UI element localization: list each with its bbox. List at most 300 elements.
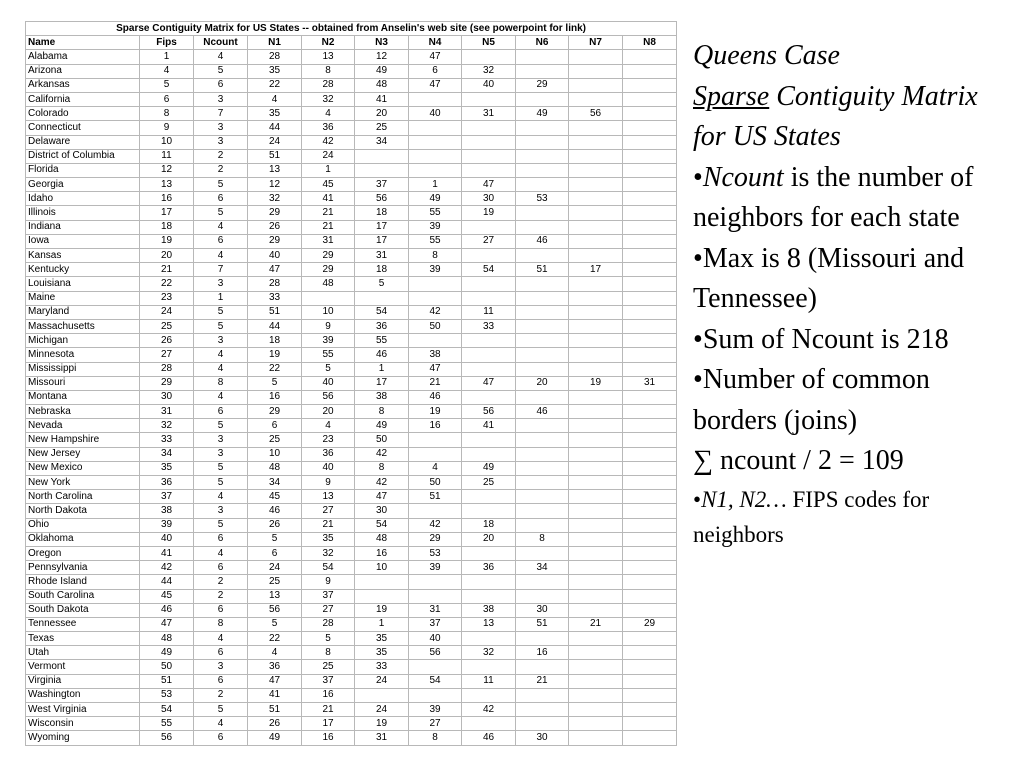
table-cell: 27 (409, 717, 462, 731)
table-cell (569, 490, 623, 504)
table-cell: 54 (355, 305, 409, 319)
table-cell (623, 646, 677, 660)
table-cell: 39 (140, 518, 194, 532)
table-cell (569, 277, 623, 291)
table-cell: 2 (194, 149, 248, 163)
notes-title-sparse: Sparse (693, 80, 770, 112)
table-cell (569, 163, 623, 177)
table-cell (516, 121, 569, 135)
column-header: Name (26, 36, 140, 50)
table-cell (516, 135, 569, 149)
notes-title-rest: Contiguity Matrix for US States (693, 80, 978, 152)
table-cell: 21 (516, 674, 569, 688)
table-cell: 45 (140, 589, 194, 603)
table-cell (623, 717, 677, 731)
table-cell: 16 (248, 390, 302, 404)
table-cell: 55 (302, 348, 355, 362)
table-cell: 54 (462, 263, 516, 277)
table-cell: 25 (462, 476, 516, 490)
table-cell: 9 (140, 121, 194, 135)
table-cell: 36 (302, 121, 355, 135)
table-cell: 40 (409, 107, 462, 121)
table-cell: 2 (194, 575, 248, 589)
table-cell: 21 (302, 220, 355, 234)
table-cell: 1 (355, 362, 409, 376)
table-cell (569, 92, 623, 106)
table-cell (569, 674, 623, 688)
table-cell (462, 334, 516, 348)
table-row (26, 64, 677, 78)
table-cell (623, 660, 677, 674)
table-cell (516, 362, 569, 376)
table-cell: 38 (409, 348, 462, 362)
table-cell: 35 (355, 632, 409, 646)
table-cell: 9 (302, 319, 355, 333)
notes-title-line1: Queens Case (693, 40, 840, 71)
table-cell: 26 (140, 334, 194, 348)
table-cell (623, 390, 677, 404)
table-cell (516, 703, 569, 717)
table-cell: 21 (140, 263, 194, 277)
state-name-cell: South Dakota (26, 603, 140, 617)
table-cell: 36 (248, 660, 302, 674)
table-cell (623, 64, 677, 78)
table-cell: 12 (248, 178, 302, 192)
state-name-cell: Mississippi (26, 362, 140, 376)
column-header: N2 (302, 36, 355, 50)
table-cell: 4 (248, 646, 302, 660)
table-cell: 29 (409, 532, 462, 546)
table-cell: 28 (140, 362, 194, 376)
table-cell (569, 589, 623, 603)
state-name-cell: South Carolina (26, 589, 140, 603)
table-cell: 49 (516, 107, 569, 121)
table-cell: 29 (516, 78, 569, 92)
table-cell: 2 (194, 589, 248, 603)
table-cell: 31 (623, 376, 677, 390)
table-cell (516, 490, 569, 504)
table-cell: 47 (409, 50, 462, 64)
table-cell: 6 (194, 234, 248, 248)
table-cell: 42 (140, 561, 194, 575)
table-cell: 1 (140, 50, 194, 64)
table-cell: 6 (194, 78, 248, 92)
table-row (26, 717, 677, 731)
table-cell: 13 (248, 589, 302, 603)
table-cell (462, 163, 516, 177)
table-cell: 51 (248, 703, 302, 717)
bullet-icon: • (693, 364, 703, 395)
table-cell (623, 703, 677, 717)
table-cell (623, 504, 677, 518)
table-cell: 39 (409, 703, 462, 717)
state-name-cell: Utah (26, 646, 140, 660)
table-cell (623, 50, 677, 64)
table-cell: 29 (140, 376, 194, 390)
state-name-cell: Tennessee (26, 617, 140, 631)
state-name-cell: Nebraska (26, 405, 140, 419)
table-cell: 56 (302, 390, 355, 404)
table-cell: 45 (302, 178, 355, 192)
table-cell: 37 (302, 674, 355, 688)
table-cell (409, 135, 462, 149)
table-cell (462, 277, 516, 291)
table-cell: 5 (355, 277, 409, 291)
table-cell (623, 731, 677, 745)
table-cell: 35 (140, 461, 194, 475)
table-cell (516, 632, 569, 646)
table-cell: 46 (248, 504, 302, 518)
table-cell (569, 206, 623, 220)
table-cell: 3 (194, 660, 248, 674)
table-cell: 29 (248, 206, 302, 220)
table-cell: 22 (248, 78, 302, 92)
table-cell: 6 (194, 192, 248, 206)
table-cell: 8 (355, 405, 409, 419)
table-cell: 32 (302, 92, 355, 106)
table-cell (355, 291, 409, 305)
table-cell (623, 433, 677, 447)
table-row (26, 518, 677, 532)
table-cell: 39 (302, 334, 355, 348)
table-row (26, 78, 677, 92)
table-cell: 10 (140, 135, 194, 149)
table-row (26, 220, 677, 234)
table-cell (623, 121, 677, 135)
table-cell (623, 220, 677, 234)
table-cell (462, 490, 516, 504)
table-cell: 39 (409, 220, 462, 234)
table-cell (516, 163, 569, 177)
table-cell: 38 (355, 390, 409, 404)
table-cell: 41 (355, 92, 409, 106)
table-cell: 51 (409, 490, 462, 504)
table-cell (623, 135, 677, 149)
table-cell: 38 (462, 603, 516, 617)
table-cell: 47 (248, 263, 302, 277)
table-cell: 1 (409, 178, 462, 192)
table-cell (569, 178, 623, 192)
table-row (26, 546, 677, 560)
state-name-cell: Alabama (26, 50, 140, 64)
table-cell (409, 291, 462, 305)
table-cell: 51 (248, 305, 302, 319)
table-cell: 33 (355, 660, 409, 674)
bullet-icon: • (693, 323, 703, 355)
table-cell: 10 (302, 305, 355, 319)
table-cell: 5 (248, 532, 302, 546)
table-cell: 3 (194, 447, 248, 461)
table-row (26, 192, 677, 206)
table-cell: 49 (462, 461, 516, 475)
table-row (26, 277, 677, 291)
table-row (26, 149, 677, 163)
table-cell: 27 (302, 504, 355, 518)
table-row (26, 50, 677, 64)
table-cell: 47 (409, 362, 462, 376)
state-name-cell: Colorado (26, 107, 140, 121)
table-cell (623, 178, 677, 192)
table-cell: 27 (302, 603, 355, 617)
table-cell: 40 (302, 376, 355, 390)
table-cell: 34 (248, 476, 302, 490)
table-cell: 3 (194, 135, 248, 149)
table-row (26, 419, 677, 433)
state-name-cell: Oregon (26, 546, 140, 560)
table-cell: 31 (302, 234, 355, 248)
table-row (26, 249, 677, 263)
table-cell: 42 (355, 447, 409, 461)
table-cell: 48 (355, 78, 409, 92)
table-cell: 4 (140, 64, 194, 78)
table-cell: 16 (302, 688, 355, 702)
table-cell: 11 (140, 149, 194, 163)
table-cell (409, 447, 462, 461)
table-cell: 41 (140, 546, 194, 560)
table-cell: 25 (355, 121, 409, 135)
table-cell: 5 (194, 206, 248, 220)
table-cell: 8 (302, 646, 355, 660)
table-cell (462, 546, 516, 560)
table-cell: 4 (194, 50, 248, 64)
table-row (26, 703, 677, 717)
state-name-cell: New Jersey (26, 447, 140, 461)
table-cell: 32 (462, 64, 516, 78)
state-name-cell: Oklahoma (26, 532, 140, 546)
table-cell (516, 476, 569, 490)
table-cell (409, 334, 462, 348)
table-cell: 13 (302, 490, 355, 504)
state-name-cell: Texas (26, 632, 140, 646)
state-name-cell: Arizona (26, 64, 140, 78)
table-cell (623, 490, 677, 504)
table-row (26, 532, 677, 546)
table-cell (516, 504, 569, 518)
table-cell: 31 (355, 249, 409, 263)
state-name-cell: Louisiana (26, 277, 140, 291)
state-name-cell: Ohio (26, 518, 140, 532)
table-cell: 49 (355, 64, 409, 78)
table-cell: 4 (248, 92, 302, 106)
ncount-text: is the number of neighbors for each state (693, 161, 974, 233)
table-cell (623, 277, 677, 291)
state-name-cell: Massachusetts (26, 319, 140, 333)
table-cell: 48 (248, 461, 302, 475)
table-cell: 47 (248, 674, 302, 688)
table-cell (516, 518, 569, 532)
table-cell: 5 (194, 476, 248, 490)
table-cell (409, 92, 462, 106)
table-cell (409, 660, 462, 674)
table-cell: 27 (462, 234, 516, 248)
table-cell: 45 (248, 490, 302, 504)
table-cell: 5 (302, 362, 355, 376)
table-cell (623, 348, 677, 362)
table-cell: 21 (302, 703, 355, 717)
table-cell (409, 121, 462, 135)
table-cell: 1 (355, 617, 409, 631)
table-row (26, 92, 677, 106)
bullet-icon: • (693, 242, 703, 274)
table-cell (462, 433, 516, 447)
table-cell: 8 (355, 461, 409, 475)
bullet-icon: • (693, 486, 702, 512)
table-cell (569, 78, 623, 92)
table-cell: 46 (516, 405, 569, 419)
table-cell (569, 504, 623, 518)
table-cell (516, 64, 569, 78)
table-cell: 21 (409, 376, 462, 390)
table-cell (355, 149, 409, 163)
table-cell: 41 (462, 419, 516, 433)
table-cell: 12 (140, 163, 194, 177)
table-cell: 47 (355, 490, 409, 504)
table-cell: 51 (516, 617, 569, 631)
contiguity-matrix-table (25, 21, 677, 746)
table-cell: 26 (248, 220, 302, 234)
table-cell: 36 (140, 476, 194, 490)
table-cell: 51 (248, 149, 302, 163)
table-cell: 29 (248, 234, 302, 248)
state-name-cell: North Dakota (26, 504, 140, 518)
table-cell (569, 447, 623, 461)
table-cell: 5 (194, 319, 248, 333)
table-cell (462, 362, 516, 376)
table-cell (569, 390, 623, 404)
table-cell: 36 (355, 319, 409, 333)
table-cell (462, 348, 516, 362)
table-cell (623, 688, 677, 702)
table-row (26, 688, 677, 702)
column-header: Fips (140, 36, 194, 50)
table-cell: 40 (140, 532, 194, 546)
table-cell: 25 (248, 575, 302, 589)
table-cell (569, 362, 623, 376)
table-cell: 49 (140, 646, 194, 660)
table-cell (569, 561, 623, 575)
table-cell (569, 348, 623, 362)
table-cell: 29 (302, 263, 355, 277)
table-cell (569, 135, 623, 149)
column-header: N4 (409, 36, 462, 50)
table-cell: 7 (194, 263, 248, 277)
table-cell (569, 703, 623, 717)
table-cell: 3 (194, 121, 248, 135)
table-cell: 17 (140, 206, 194, 220)
table-cell (623, 305, 677, 319)
table-cell: 31 (462, 107, 516, 121)
table-row (26, 376, 677, 390)
table-cell: 49 (409, 192, 462, 206)
table-cell: 51 (140, 674, 194, 688)
sum-text: Sum of Ncount is 218 (702, 323, 949, 355)
table-cell (623, 163, 677, 177)
table-cell (409, 163, 462, 177)
table-cell: 22 (248, 362, 302, 376)
state-name-cell: New York (26, 476, 140, 490)
table-cell: 30 (516, 731, 569, 745)
ncount-term: Ncount (702, 161, 784, 193)
table-cell: 17 (355, 220, 409, 234)
table-cell: 8 (302, 64, 355, 78)
table-cell (516, 92, 569, 106)
table-cell (409, 433, 462, 447)
table-cell: 44 (248, 121, 302, 135)
bullet-fips (693, 482, 993, 552)
table-cell (569, 291, 623, 305)
table-cell: 11 (462, 674, 516, 688)
table-cell: 29 (623, 617, 677, 631)
table-cell (623, 632, 677, 646)
state-name-cell: Connecticut (26, 121, 140, 135)
table-row (26, 461, 677, 475)
table-cell (516, 660, 569, 674)
table-cell (623, 291, 677, 305)
table-cell: 39 (409, 263, 462, 277)
table-row (26, 660, 677, 674)
state-name-cell: Illinois (26, 206, 140, 220)
bullet-icon: • (693, 161, 703, 193)
table-cell: 16 (140, 192, 194, 206)
table-cell (623, 149, 677, 163)
table-cell: 35 (302, 532, 355, 546)
table-cell: 18 (140, 220, 194, 234)
table-cell: 25 (248, 433, 302, 447)
table-cell: 5 (248, 376, 302, 390)
table-cell (569, 319, 623, 333)
table-cell: 6 (194, 532, 248, 546)
table-cell: 18 (462, 518, 516, 532)
table-cell: 48 (302, 277, 355, 291)
table-cell: 47 (409, 78, 462, 92)
table-cell (516, 419, 569, 433)
table-cell (516, 149, 569, 163)
state-name-cell: Florida (26, 163, 140, 177)
table-cell (462, 220, 516, 234)
table-cell: 8 (140, 107, 194, 121)
table-cell: 23 (140, 291, 194, 305)
table-cell (569, 660, 623, 674)
table-cell (462, 291, 516, 305)
table-cell: 46 (516, 234, 569, 248)
table-row (26, 504, 677, 518)
table-row (26, 405, 677, 419)
table-cell (569, 64, 623, 78)
table-cell (516, 178, 569, 192)
table-cell: 13 (248, 163, 302, 177)
table-cell: 6 (248, 546, 302, 560)
table-cell (569, 461, 623, 475)
table-cell: 53 (409, 546, 462, 560)
table-cell: 18 (355, 263, 409, 277)
table-cell: 56 (355, 192, 409, 206)
table-cell: 4 (302, 107, 355, 121)
table-cell (355, 589, 409, 603)
table-cell: 35 (355, 646, 409, 660)
table-cell: 40 (248, 249, 302, 263)
table-cell (623, 319, 677, 333)
table-cell: 41 (302, 192, 355, 206)
table-cell: 19 (140, 234, 194, 248)
table-cell (516, 348, 569, 362)
table-cell (516, 249, 569, 263)
table-row (26, 135, 677, 149)
state-name-cell: New Mexico (26, 461, 140, 475)
table-cell: 6 (194, 646, 248, 660)
table-row (26, 291, 677, 305)
table-cell: 5 (194, 419, 248, 433)
table-cell: 55 (140, 717, 194, 731)
